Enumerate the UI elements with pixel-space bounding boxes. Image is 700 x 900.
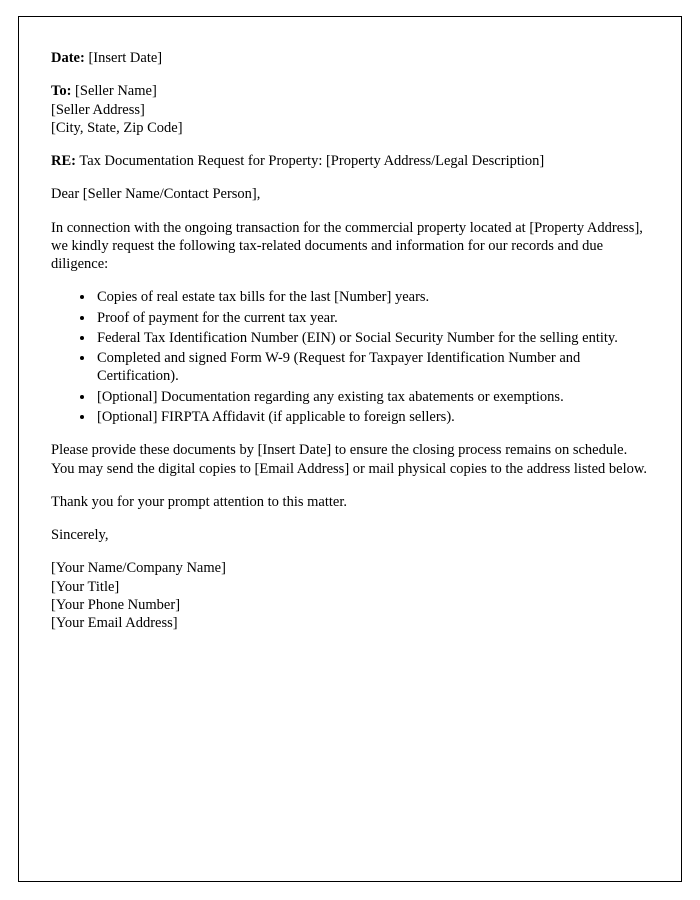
signoff: Sincerely, (51, 527, 109, 544)
document-request-list (51, 288, 649, 426)
list-item: • Federal Tax Identification Number (EIN) or Social Security Number for the selling entity. (95, 329, 649, 347)
re-value: Tax Documentation Request for Property: [Property Address/Legal Description] (75, 153, 545, 170)
thanks-paragraph: Thank you for your prompt attention to this matter. (51, 493, 347, 510)
list-item: • [Optional] FIRPTA Affidavit (if applicable to foreign sellers). (95, 408, 649, 426)
list-item: • Proof of payment for the current tax year. (95, 309, 649, 327)
intro-paragraph: In connection with the ongoing transaction for the commercial property located at [Property Address], we kindly request the following tax-related documents and information for our records and due diligence: (51, 219, 643, 273)
re-label: RE: (51, 153, 76, 170)
date-label: Date: (51, 50, 85, 66)
to-label: To: (51, 83, 72, 100)
signature-block (51, 559, 649, 632)
list-item: • [Optional] Documentation regarding any existing tax abatements or exemptions. (95, 388, 649, 406)
letter-page (18, 16, 682, 882)
salutation: Dear [Seller Name/Contact Person], (51, 186, 261, 203)
to-line (51, 82, 649, 100)
list-item: • Completed and signed Form W-9 (Request for Taxpayer Identification Number and Certification). (95, 349, 649, 386)
date-line (51, 49, 649, 67)
signature-name: [Your Name/Company Name] (51, 560, 226, 577)
re-line (51, 152, 649, 170)
letter-content (19, 17, 681, 632)
to-value: [Seller Name] (71, 83, 157, 100)
signature-email: [Your Email Address] (51, 615, 178, 632)
signature-phone: [Your Phone Number] (51, 596, 181, 613)
list-item: • Copies of real estate tax bills for the last [Number] years. (95, 288, 649, 306)
recipient-block (51, 82, 649, 137)
signature-title: [Your Title] (51, 578, 120, 595)
date-value: [Insert Date] (84, 50, 163, 66)
deadline-paragraph: Please provide these documents by [Insert Date] to ensure the closing process remains on schedule. You may send the digital copies to [Email Address] or mail physical copies to the address listed below. (51, 442, 648, 477)
city-state-zip-line: [City, State, Zip Code] (51, 119, 183, 136)
seller-address-line: [Seller Address] (51, 101, 145, 118)
